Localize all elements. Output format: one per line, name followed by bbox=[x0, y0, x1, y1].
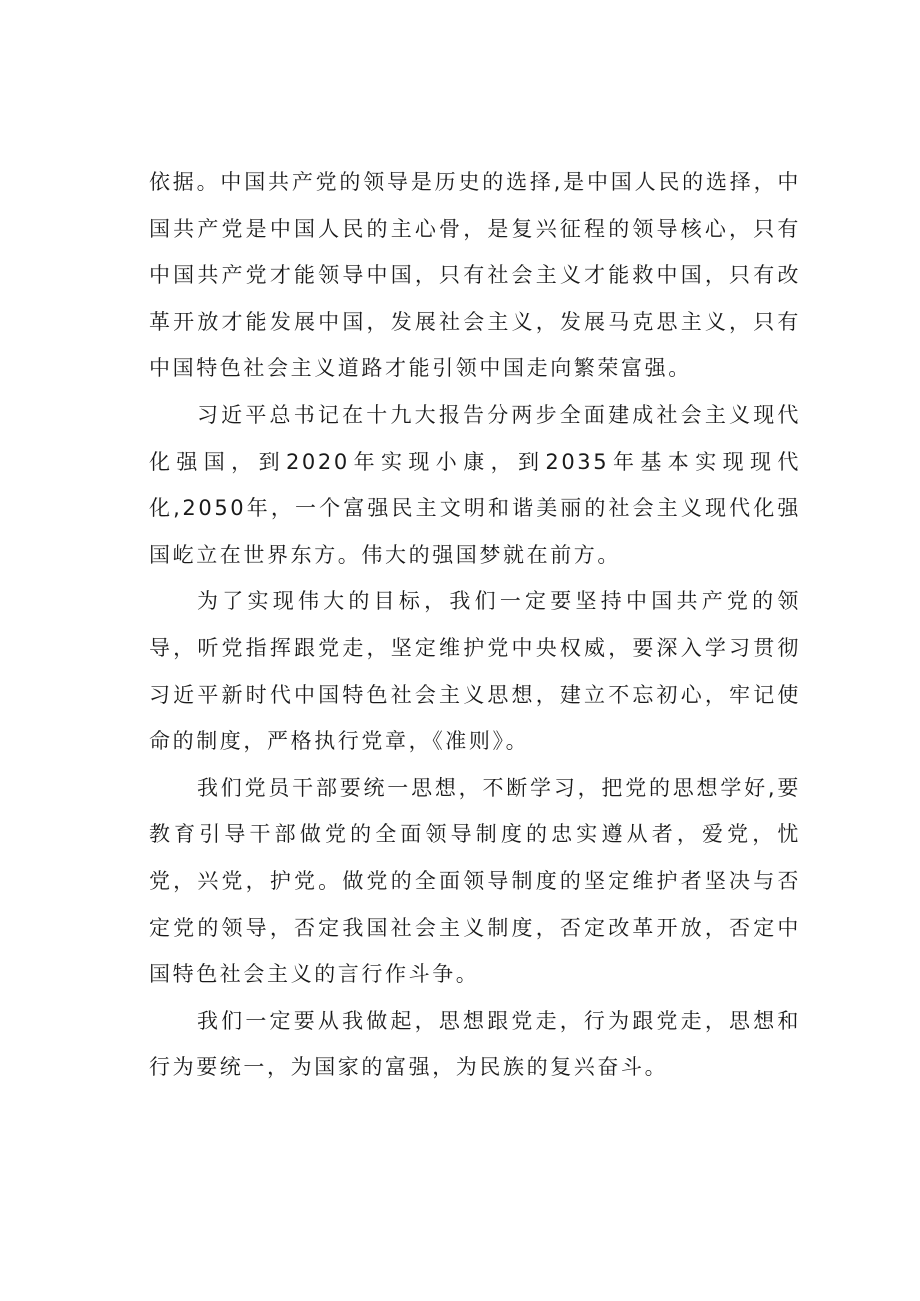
paragraph-1: 依据。中国共产党的领导是历史的选择,是中国人民的选择，中国共产党是中国人民的主心骨，是复兴征程的领导核心，只有中国共产党才能领导中国，只有社会主义才能救中国，只有改革开放才能发展中国，发展社会主义，发展马克思主义，只有中国特色社会主义道路才能引领中国走向繁荣富强。 bbox=[149, 170, 801, 381]
paragraph-3: 为了实现伟大的目标，我们一定要坚持中国共产党的领导，听党指挥跟党走，坚定维护党中央权威，要深入学习贯彻习近平新时代中国特色社会主义思想，建立不忘初心，牢记使命的制度，严格执行党章，《准则》。 bbox=[149, 589, 801, 754]
paragraph-4: 我们党员干部要统一思想，不断学习，把党的思想学好,要教育引导干部做党的全面领导制度的忠实遵从者，爱党，忧党，兴党，护党。做党的全面领导制度的坚定维护者坚决与否定党的领导，否定我国社会主义制度，否定改革开放，否定中国特色社会主义的言行作斗争。 bbox=[149, 775, 801, 987]
paragraph-5: 我们一定要从我做起，思想跟党走，行为跟党走，思想和行为要统一，为国家的富强，为民族的复兴奋斗。 bbox=[149, 1008, 801, 1080]
paragraph-2: 习近平总书记在十九大报告分两步全面建成社会主义现代化强国，到2020年实现小康，到2035年基本实现现代化,2050年，一个富强民主文明和谐美丽的社会主义现代化强国屹立在世界东方。伟大的强国梦就在前方。 bbox=[149, 402, 801, 567]
document-body bbox=[149, 159, 801, 1091]
